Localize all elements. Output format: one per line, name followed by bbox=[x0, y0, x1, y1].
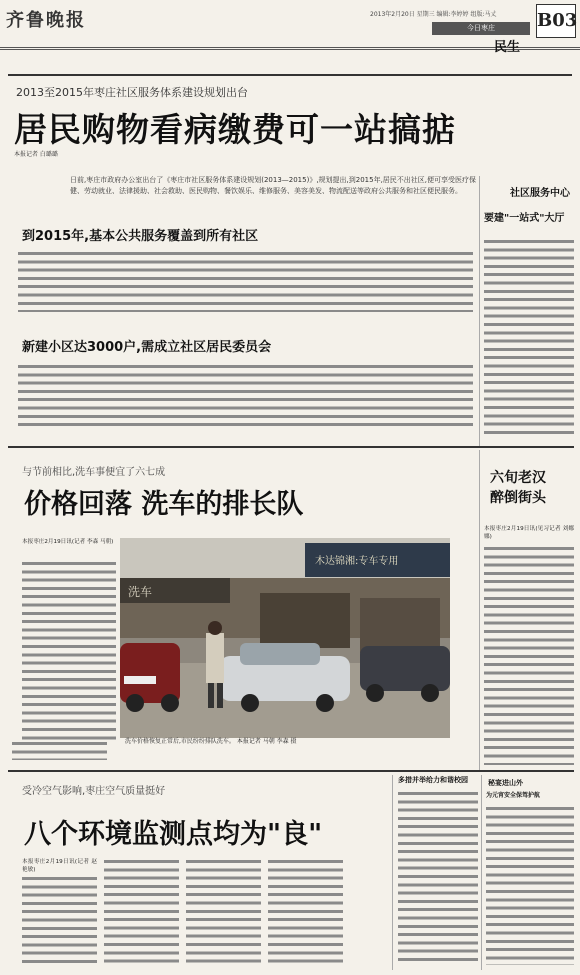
story2-byline: 本报枣庄2月19日讯(记者 李森 马朝) bbox=[22, 539, 114, 545]
right-headline: 六旬老汉 醉倒街头 bbox=[490, 470, 546, 506]
story2-body bbox=[22, 560, 116, 740]
shop-sign: 木达锦湘:专车专用 bbox=[315, 556, 399, 567]
page-number: B03 bbox=[536, 4, 576, 38]
story1-subhead-2: 新建小区达3000户,需成立社区居民委员会 bbox=[22, 340, 272, 355]
news-photo bbox=[120, 538, 450, 738]
newspaper-masthead: 齐鲁晚报 bbox=[6, 10, 86, 31]
story1-subhead-1: 到2015年,基本公共服务覆盖到所有社区 bbox=[22, 229, 259, 244]
box2-subtitle: 为元宵安全保驾护航 bbox=[486, 792, 541, 799]
photo-caption: 洗车价格恢复正常后,市民纷纷排队洗车。 本报记者 马朝 李森 摄 bbox=[125, 738, 297, 745]
story1-lead: 日前,枣庄市政府办公室出台了《枣庄市社区服务体系建设规划(2013—2015)》,规划提出,到2015年,居民不出社区,便可享受医疗保健、劳动就业、法律援助、社会救助、医民购物、餐饮娱乐、维修服务、美容美发、物流配送等政府公共服务和社区便民服务。 bbox=[70, 176, 477, 195]
story3-body-2 bbox=[104, 858, 179, 967]
section-label: 民生 bbox=[494, 40, 521, 55]
side-body bbox=[484, 238, 574, 438]
side-subtitle: 要建"一站式"大厅 bbox=[484, 213, 565, 224]
edition-label: 今日枣庄 bbox=[432, 22, 530, 35]
story1-body-2 bbox=[18, 363, 473, 429]
box1-title: 多措并举给力和谐校园 bbox=[398, 776, 468, 784]
story1-kicker: 2013至2015年枣庄社区服务体系建设规划出台 bbox=[16, 86, 248, 99]
shop-sign-2: 洗车 bbox=[128, 585, 153, 599]
story2-headline: 价格回落 洗车的排长队 bbox=[24, 489, 304, 520]
side-title: 社区服务中心 bbox=[510, 188, 570, 199]
story3-body-3 bbox=[186, 858, 261, 967]
story3-kicker: 受冷空气影响,枣庄空气质量挺好 bbox=[22, 786, 166, 797]
story1-byline: 本报记者 白璐璐 bbox=[14, 151, 58, 158]
story3-headline: 八个环境监测点均为"良" bbox=[24, 819, 323, 850]
story1-body-1 bbox=[18, 250, 473, 312]
story1-headline: 居民购物看病缴费可一站搞掂 bbox=[14, 110, 456, 149]
story3-body-1 bbox=[22, 875, 97, 967]
box2-body bbox=[486, 805, 574, 965]
box1-body bbox=[398, 790, 478, 965]
right-byline: 本报枣庄2月19日讯(见习记者 刘娜娜) bbox=[484, 526, 574, 541]
story3-body-4 bbox=[268, 858, 343, 967]
header-info: 2013年2月20日 星期三 编辑:李婷婷 组版:马丈 bbox=[370, 11, 497, 18]
box2-title: 秘宴进山外 bbox=[488, 779, 523, 787]
story2-kicker: 与节前相比,洗车事便宜了六七成 bbox=[22, 467, 166, 478]
story3-byline: 本报枣庄2月19日讯(记者 赵艳敏) bbox=[22, 859, 97, 874]
right-body bbox=[484, 545, 574, 765]
